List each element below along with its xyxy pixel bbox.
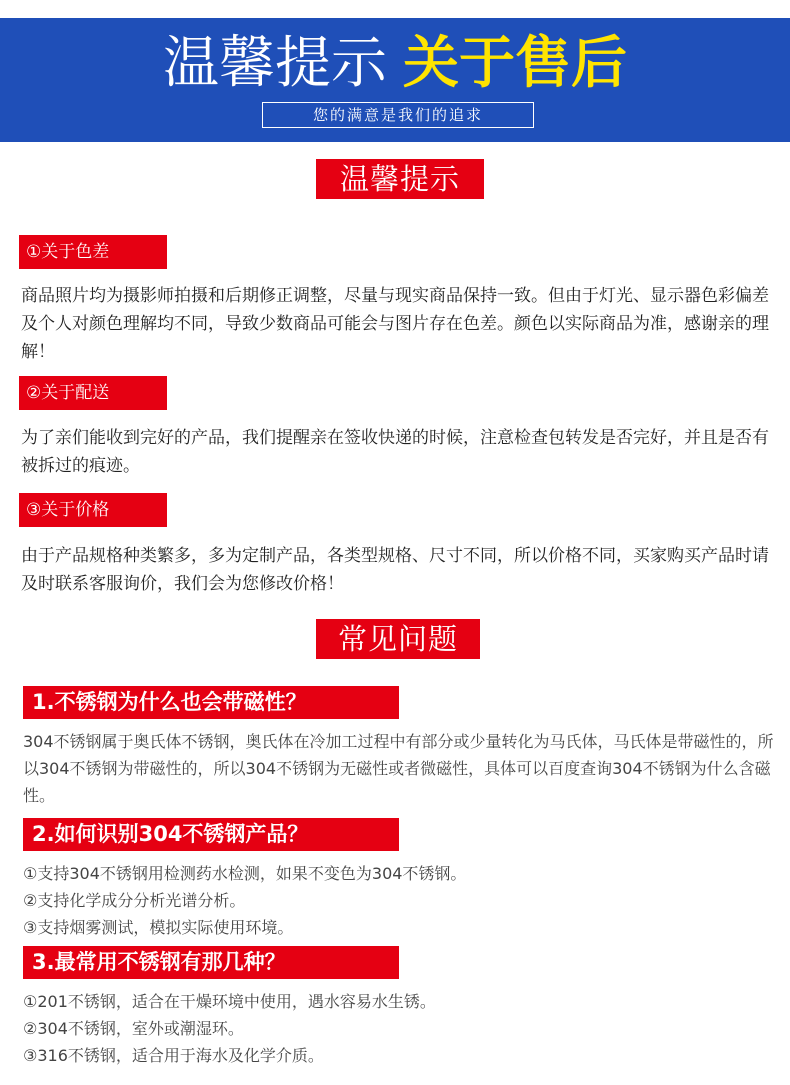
- banner-title: [0, 26, 790, 102]
- faq-question-2: 2.如何识别304不锈钢产品？: [23, 818, 399, 851]
- faq-answer-3: [23, 988, 779, 1069]
- tip-text-price: 由于产品规格种类繁多，多为定制产品，各类型规格、尺寸不同，所以价格不同，买家购买产品时请及时联系客服询价，我们会为您修改价格！: [21, 546, 769, 594]
- tip-label-price: ③关于价格: [19, 493, 167, 527]
- tip-text-delivery: 为了亲们能收到完好的产品，我们提醒亲在签收快递的时候，注意检查包转发是否完好，并且是否有被拆过的痕迹。: [21, 428, 769, 476]
- faq-question-3: 3.最常用不锈钢有那几种？: [23, 946, 399, 979]
- faq-question-1: 1.不锈钢为什么也会带磁性？: [23, 686, 399, 719]
- faq-heading: 常见问题: [316, 619, 480, 659]
- banner-subtitle: 您的满意是我们的追求: [262, 102, 534, 128]
- faq-answer-3-line-2: ②304不锈钢，室外或潮湿环。: [23, 1019, 244, 1038]
- tips-heading: 温馨提示: [316, 159, 484, 199]
- tip-label-delivery: ②关于配送: [19, 376, 167, 410]
- faq-answer-2-line-3: ③支持烟雾测试，模拟实际使用环境。: [23, 918, 294, 937]
- faq-answer-1: 304不锈钢属于奥氏体不锈钢，奥氏体在冷加工过程中有部分或少量转化为马氏体，马氏体是带磁性的，所以304不锈钢为带磁性的，所以304不锈钢为无磁性或者微磁性，具体可以百度查询304不锈钢为什么含磁性。: [23, 732, 774, 805]
- banner-title-main: 温馨提示: [163, 31, 387, 96]
- faq-answer-2-line-1: ①支持304不锈钢用检测药水检测，如果不变色为304不锈钢。: [23, 864, 467, 883]
- faq-answer-2-line-2: ②支持化学成分分析光谱分析。: [23, 891, 246, 910]
- tip-label-color: ①关于色差: [19, 235, 167, 269]
- header-banner: [0, 18, 790, 142]
- faq-answer-3-line-3: ③316不锈钢，适合用于海水及化学介质。: [23, 1046, 324, 1065]
- banner-title-highlight: 关于售后: [403, 31, 627, 96]
- tip-text-color: 商品照片均为摄影师拍摄和后期修正调整，尽量与现实商品保持一致。但由于灯光、显示器色彩偏差及个人对颜色理解均不同，导致少数商品可能会与图片存在色差。颜色以实际商品为准，感谢亲的理解！: [21, 286, 769, 362]
- faq-answer-3-line-1: ①201不锈钢，适合在干燥环境中使用，遇水容易水生锈。: [23, 992, 436, 1011]
- faq-answer-2: [23, 860, 779, 941]
